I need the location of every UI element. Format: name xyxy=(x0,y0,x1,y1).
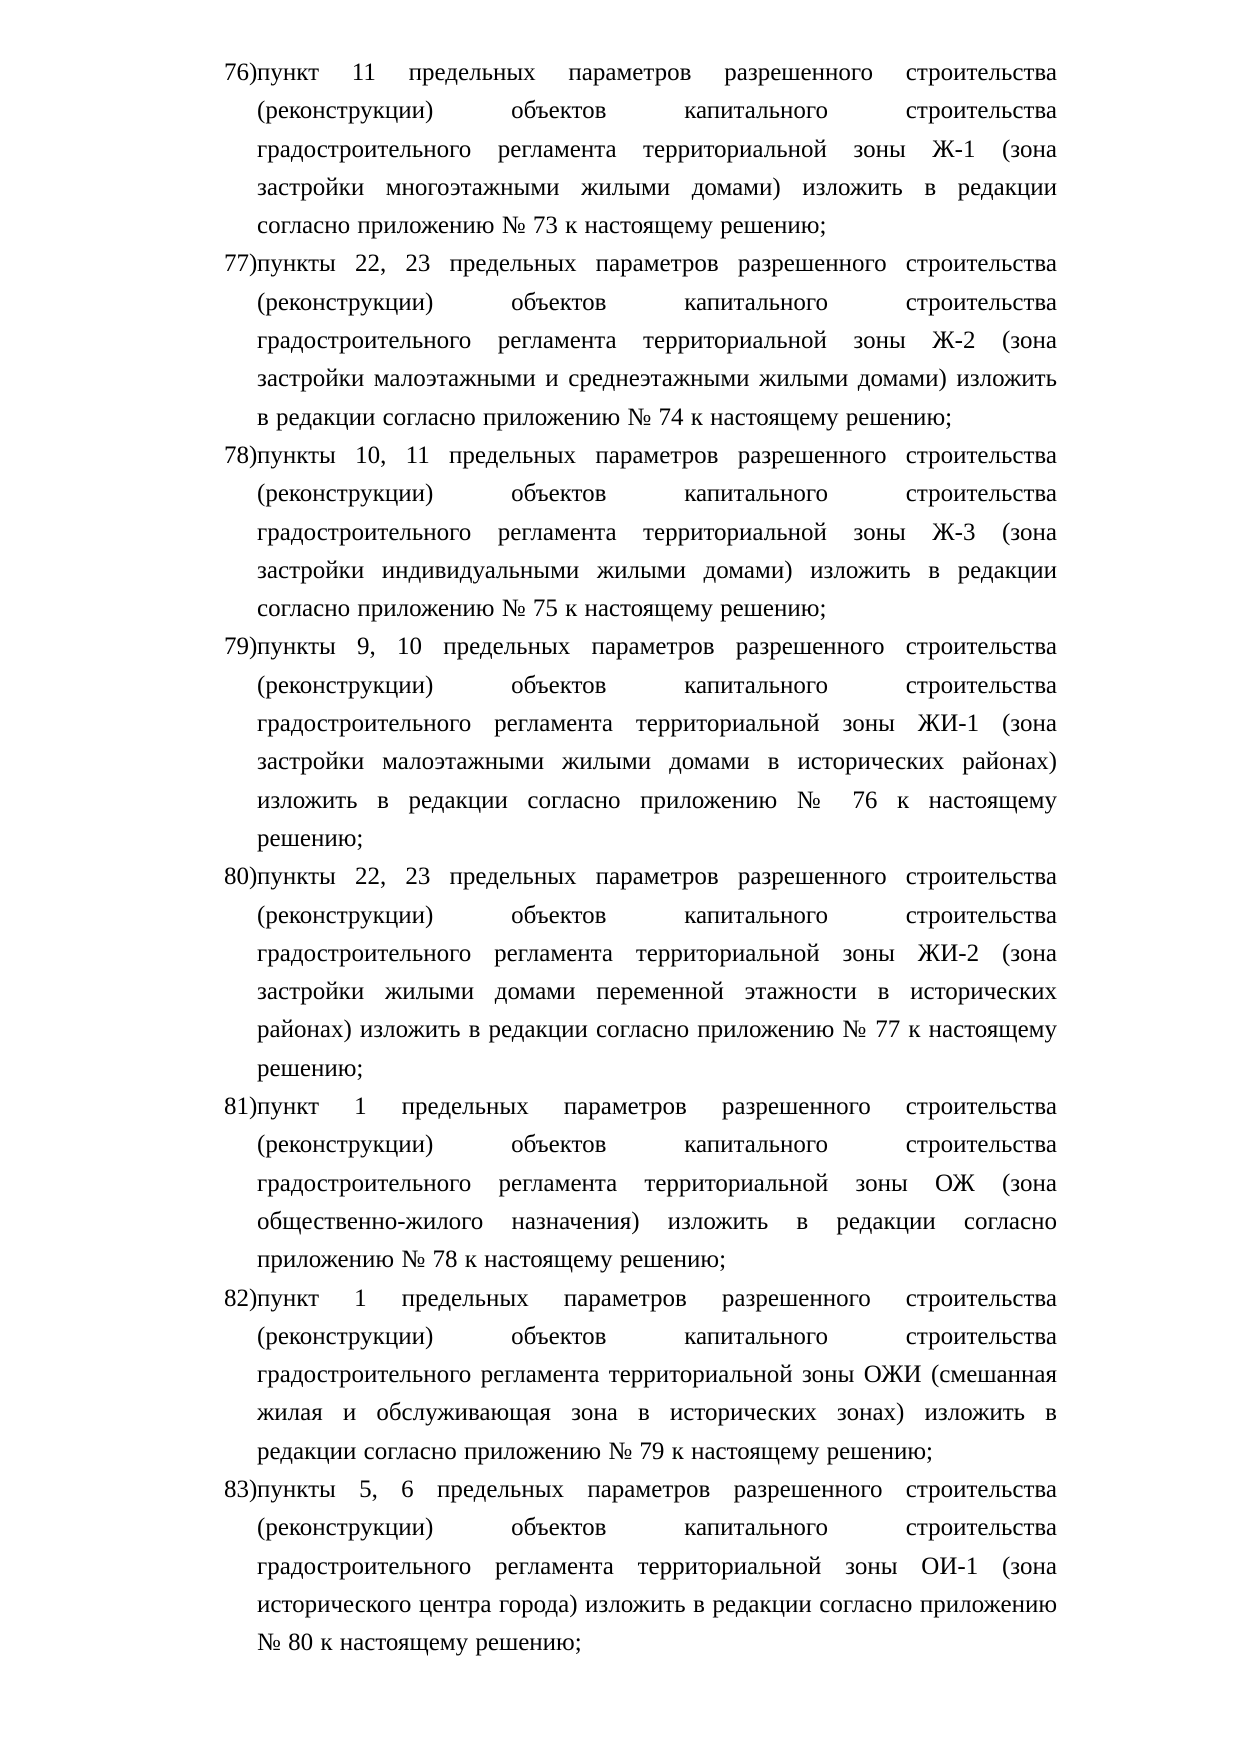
item-number: 80) xyxy=(224,863,258,891)
item-number: 76) xyxy=(224,59,258,86)
item-text: пункты 5, 6 предельных параметров разрешенного строительства (реконструкции) объектов капитального строительства градостроительного регламента территориальной зоны ОИ-1 (зона исторического центра города) изложить в редакции согласно приложению № 80 к настоящему решению; xyxy=(257,1475,1057,1657)
item-text: пункты 22, 23 предельных параметров разрешенного строительства (реконструкции) объектов капитального строительства градостроительного регламента территориальной зоны Ж-2 (зона застройки малоэтажными и среднеэтажными жилыми домами) изложить в редакции согласно приложению № 74 к настоящему решению; xyxy=(257,250,1057,431)
list-item xyxy=(224,1471,1057,1662)
list-item xyxy=(224,858,1057,1088)
list-item xyxy=(224,245,1057,436)
item-text: пункт 1 предельных параметров разрешенного строительства (реконструкции) объектов капитального строительства градостроительного регламента территориальной зоны ОЖ (зона общественно-жилого назначения) изложить в редакции согласно приложению № 78 к настоящему решению; xyxy=(257,1093,1057,1274)
list-item xyxy=(224,628,1057,858)
item-number: 83) xyxy=(224,1475,258,1503)
item-text: пункты 22, 23 предельных параметров разрешенного строительства (реконструкции) объектов капитального строительства градостроительного регламента территориальной зоны ЖИ-2 (зона застройки жилыми домами переменной этажности в исторических районах) изложить в редакции согласно приложению № 77 к настоящему решению; xyxy=(257,863,1057,1082)
list-item xyxy=(224,54,1057,245)
item-number: 79) xyxy=(224,633,258,661)
list-item xyxy=(224,1280,1057,1471)
item-number: 78) xyxy=(224,441,258,469)
list-item xyxy=(224,437,1057,628)
item-text: пункты 10, 11 предельных параметров разрешенного строительства (реконструкции) объектов капитального строительства градостроительного регламента территориальной зоны Ж-3 (зона застройки индивидуальными жилыми домами) изложить в редакции согласно приложению № 75 к настоящему решению; xyxy=(257,441,1057,623)
list-item xyxy=(224,1088,1057,1279)
item-number: 82) xyxy=(224,1284,258,1312)
item-text: пункт 11 предельных параметров разрешенного строительства (реконструкции) объектов капитального строительства градостроительного регламента территориальной зоны Ж-1 (зона застройки многоэтажными жилыми домами) изложить в редакции согласно приложению № 73 к настоящему решению; xyxy=(257,59,1057,240)
item-text: пункт 1 предельных параметров разрешенного строительства (реконструкции) объектов капитального строительства градостроительного регламента территориальной зоны ОЖИ (смешанная жилая и обслуживающая зона в исторических зонах) изложить в редакции согласно приложению № 79 к настоящему решению; xyxy=(257,1284,1057,1465)
item-number: 81) xyxy=(224,1093,258,1121)
item-number: 77) xyxy=(224,250,258,278)
item-text: пункты 9, 10 предельных параметров разрешенного строительства (реконструкции) объектов капитального строительства градостроительного регламента территориальной зоны ЖИ-1 (зона застройки малоэтажными жилыми домами в исторических районах) изложить в редакции согласно приложению № 76 к настоящему решению; xyxy=(257,633,1057,852)
numbered-list xyxy=(224,54,1057,1662)
